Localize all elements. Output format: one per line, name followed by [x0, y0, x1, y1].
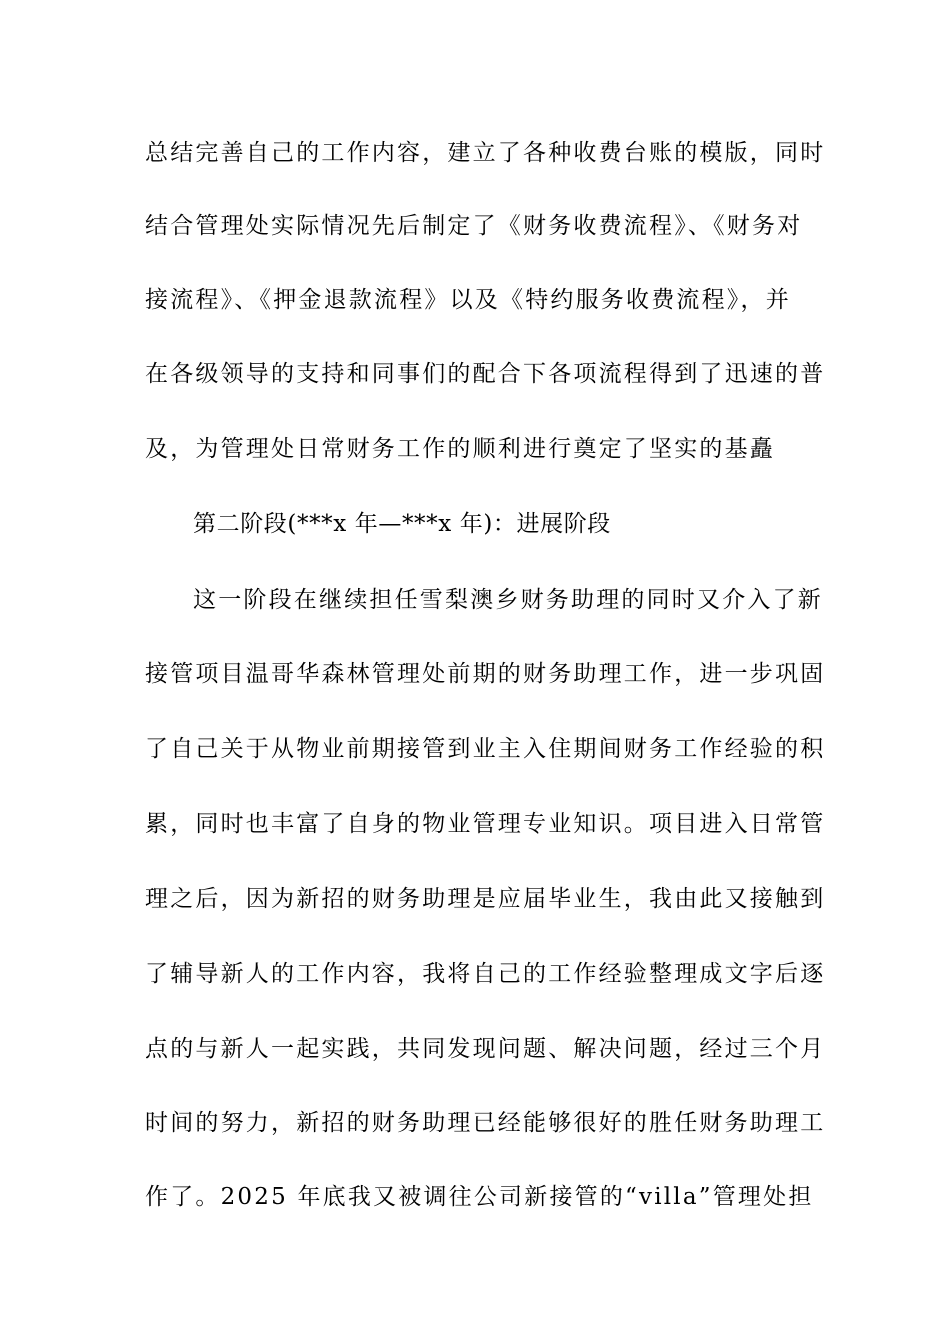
paragraph-line: 总结完善自己的工作内容，建立了各种收费台账的模版，同时 — [145, 140, 826, 166]
paragraph-line: 及，为管理处日常财务工作的顺利进行奠定了坚实的基矗 — [145, 436, 775, 462]
paragraph-line: 点的与新人一起实践，共同发现问题、解决问题，经过三个月 — [145, 1036, 826, 1062]
paragraph-line: 时间的努力，新招的财务助理已经能够很好的胜任财务助理工 — [145, 1110, 826, 1136]
paragraph-line: 结合管理处实际情况先后制定了《财务收费流程》、《财务对 — [145, 213, 803, 239]
paragraph-line: 在各级领导的支持和同事们的配合下各项流程得到了迅速的普 — [145, 361, 826, 387]
paragraph-line: 作了。2025 年底我又被调往公司新接管的“villa”管理处担 — [145, 1184, 814, 1210]
paragraph-line: 了辅导新人的工作内容，我将自己的工作经验整理成文字后逐 — [145, 961, 826, 987]
paragraph-line: 理之后，因为新招的财务助理是应届毕业生，我由此又接触到 — [145, 886, 826, 912]
paragraph-line: 累，同时也丰富了自身的物业管理专业知识。项目进入日常管 — [145, 811, 826, 837]
paragraph-line: 接流程》、《押金退款流程》以及《特约服务收费流程》，并 — [145, 287, 791, 313]
paragraph-line: 了自己关于从物业前期接管到业主入住期间财务工作经验的积 — [145, 736, 826, 762]
paragraph-line: 接管项目温哥华森林管理处前期的财务助理工作，进一步巩固 — [145, 661, 826, 687]
section-heading: 第二阶段(***x 年—***x 年)：进展阶段 — [193, 511, 611, 537]
paragraph-line: 这一阶段在继续担任雪梨澳乡财务助理的同时又介入了新 — [193, 587, 823, 613]
